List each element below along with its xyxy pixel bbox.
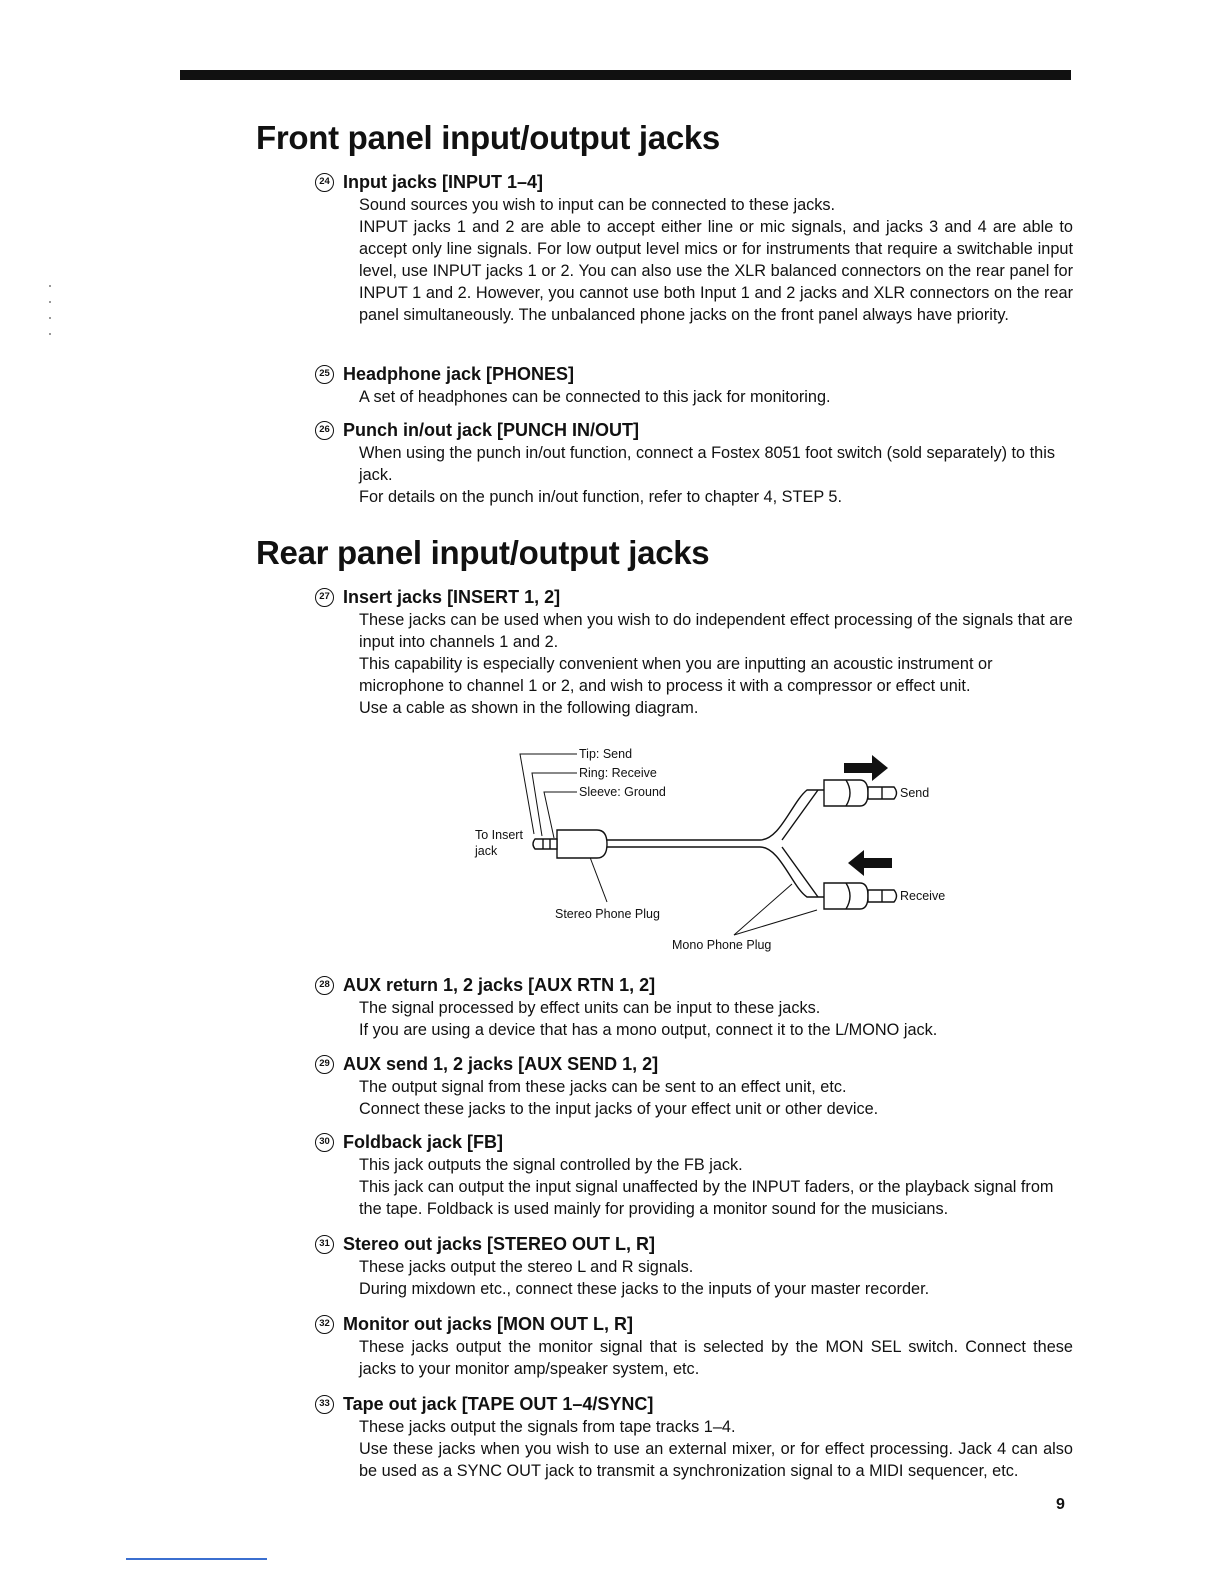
paragraph: This jack can output the input signal unaffected by the INPUT faders, or the playback signal from the tape. Foldback is used mainly for providing a monitor sound for the musicians. (359, 1178, 1054, 1218)
cable (607, 790, 827, 897)
item-heading (313, 418, 1073, 442)
label-receive: Receive (900, 889, 946, 903)
item-input-jacks (313, 170, 1073, 326)
label-send: Send (900, 786, 930, 800)
item-heading (313, 362, 1073, 386)
insert-cable-diagram (462, 742, 962, 957)
item-body (359, 1336, 1073, 1380)
paragraph: INPUT jacks 1 and 2 are able to accept either line or mic signals, and jacks 3 and 4 are able to accept only line signals. For low output level mics or for instruments that require a switchable input level, use INPUT jacks 1 or 2. You can also use the XLR balanced connectors on the rear panel for INPUT 1 and 2. However, you cannot use both Input 1 and 2 jacks and XLR connectors on the rear panel simultaneously. The unbalanced phone jacks on the front panel always have priority. (359, 218, 1073, 324)
mono-plug-send (824, 780, 897, 806)
item-title: Input jacks [INPUT 1–4] (343, 172, 544, 192)
item-heading (313, 1392, 1073, 1416)
paragraph: If you are using a device that has a mono output, connect it to the L/MONO jack. (359, 1021, 938, 1039)
arrow-left-icon (848, 850, 892, 876)
item-title: AUX send 1, 2 jacks [AUX SEND 1, 2] (343, 1054, 659, 1074)
item-number: 30 (315, 1133, 334, 1152)
item-title: AUX return 1, 2 jacks [AUX RTN 1, 2] (343, 975, 656, 995)
item-number: 28 (315, 976, 334, 995)
item-number: 24 (315, 173, 334, 192)
paragraph: During mixdown etc., connect these jacks to the inputs of your master recorder. (359, 1280, 930, 1298)
paragraph: These jacks output the stereo L and R signals. (359, 1258, 694, 1276)
item-punch-jack (313, 418, 1073, 508)
item-number: 26 (315, 421, 334, 440)
item-title: Monitor out jacks [MON OUT L, R] (343, 1314, 633, 1334)
item-title: Tape out jack [TAPE OUT 1–4/SYNC] (343, 1394, 654, 1414)
item-heading (313, 973, 1073, 997)
label-ring: Ring: Receive (579, 766, 657, 780)
label-jack: jack (475, 844, 498, 858)
page-number: 9 (1056, 1496, 1065, 1513)
item-aux-return (313, 973, 1073, 1041)
paragraph: This capability is especially convenient when you are inputting an acoustic instrument or microphone to channel 1 or 2, and wish to process it with a compressor or effect unit. (359, 655, 993, 695)
item-heading (313, 1312, 1073, 1336)
item-body (359, 442, 1073, 508)
item-body (359, 194, 1073, 326)
paragraph: Connect these jacks to the input jacks of your effect unit or other device. (359, 1100, 879, 1118)
item-tape-out (313, 1392, 1073, 1482)
item-monitor-out (313, 1312, 1073, 1380)
label-mono-plug: Mono Phone Plug (672, 938, 772, 952)
item-number: 25 (315, 365, 334, 384)
item-stereo-out (313, 1232, 1073, 1300)
section-title-front: Front panel input/output jacks (256, 119, 720, 156)
item-body (359, 1416, 1073, 1482)
label-tip: Tip: Send (579, 747, 633, 761)
paragraph: The output signal from these jacks can be sent to an effect unit, etc. (359, 1078, 847, 1096)
item-number: 27 (315, 588, 334, 607)
item-body (359, 1154, 1073, 1220)
label-to-insert: To Insert (475, 828, 523, 842)
top-rule (180, 70, 1071, 80)
item-heading (313, 170, 1073, 194)
item-heading (313, 1052, 1073, 1076)
paragraph: These jacks output the signals from tape tracks 1–4. (359, 1418, 736, 1436)
label-sleeve: Sleeve: Ground (579, 785, 666, 799)
item-foldback (313, 1130, 1073, 1220)
item-headphone-jack (313, 362, 1073, 408)
item-title: Stereo out jacks [STEREO OUT L, R] (343, 1234, 656, 1254)
item-title: Headphone jack [PHONES] (343, 364, 575, 384)
paragraph: For details on the punch in/out function, refer to chapter 4, STEP 5. (359, 488, 842, 506)
item-number: 29 (315, 1055, 334, 1074)
section-title-rear: Rear panel input/output jacks (256, 534, 710, 571)
item-body (359, 1256, 1073, 1300)
item-body (359, 997, 1073, 1041)
paragraph: When using the punch in/out function, connect a Fostex 8051 foot switch (sold separately) to this jack. (359, 444, 1055, 484)
item-number: 31 (315, 1235, 334, 1254)
item-title: Foldback jack [FB] (343, 1132, 504, 1152)
item-body (359, 609, 1073, 719)
paragraph: These jacks output the monitor signal that is selected by the MON SEL switch. Connect these jacks to your monitor amp/speaker system, etc. (359, 1338, 1073, 1378)
item-number: 32 (315, 1315, 334, 1334)
paragraph: This jack outputs the signal controlled by the FB jack. (359, 1156, 743, 1174)
item-heading (313, 1232, 1073, 1256)
item-insert-jacks (313, 585, 1073, 719)
paragraph: The signal processed by effect units can be input to these jacks. (359, 999, 821, 1017)
margin-marks (49, 285, 51, 355)
item-title: Insert jacks [INSERT 1, 2] (343, 587, 561, 607)
item-title: Punch in/out jack [PUNCH IN/OUT] (343, 420, 640, 440)
item-heading (313, 585, 1073, 609)
paragraph: A set of headphones can be connected to this jack for monitoring. (359, 388, 831, 406)
item-heading (313, 1130, 1073, 1154)
item-body (359, 1076, 1073, 1120)
bottom-rule (126, 1558, 267, 1560)
item-number: 33 (315, 1395, 334, 1414)
label-stereo-plug: Stereo Phone Plug (555, 907, 660, 921)
paragraph: Use these jacks when you wish to use an external mixer, or for effect processing. Jack 4 can also be used as a SYNC OUT jack to transmit a synchronization signal to a MIDI sequencer, etc. (359, 1440, 1073, 1480)
stereo-plug (533, 830, 607, 858)
item-aux-send (313, 1052, 1073, 1120)
item-body (359, 386, 1073, 408)
paragraph: Use a cable as shown in the following diagram. (359, 699, 699, 717)
paragraph: These jacks can be used when you wish to do independent effect processing of the signals that are input into channels 1 and 2. (359, 611, 1073, 651)
mono-plug-receive (824, 883, 897, 909)
arrow-right-icon (844, 755, 888, 781)
paragraph: Sound sources you wish to input can be connected to these jacks. (359, 196, 836, 214)
